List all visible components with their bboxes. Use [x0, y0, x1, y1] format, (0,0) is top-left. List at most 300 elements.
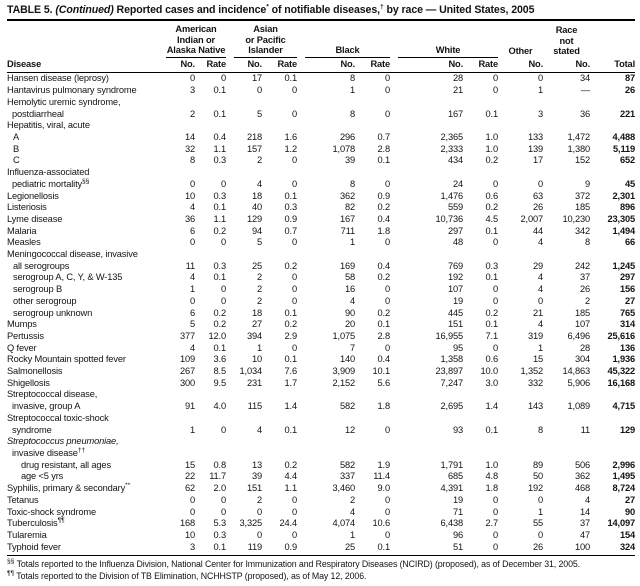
value-cell: 0: [256, 529, 262, 540]
table-row: [7, 343, 635, 355]
value-cell: 9.5: [213, 377, 226, 388]
footnote-text: Totals reported to the Influenza Division, National Center for Immunization and Respiratory Diseases (NCIRD) (proposed), as of December 31, 2005.: [16, 559, 580, 570]
value-cell: 1.0: [485, 459, 499, 470]
value-cell: 0: [291, 494, 298, 505]
section-row: [7, 436, 635, 459]
value-cell: 0.1: [213, 108, 226, 119]
value-cell: 23,305: [607, 213, 636, 224]
value-cell: 8: [349, 178, 356, 189]
value-cell: 119: [226, 542, 262, 556]
column-header-group-label: Race not stated: [553, 25, 580, 57]
empty-cells: [158, 249, 635, 261]
value-cell: 319: [527, 330, 544, 341]
column-header-rate: Rate: [463, 58, 498, 73]
disease-name: [7, 261, 158, 273]
value-cell: 1,089: [567, 401, 591, 412]
value-cell: 1,245: [612, 260, 636, 271]
value-cell: 9.0: [377, 483, 391, 494]
value-cell: 3.0: [485, 377, 499, 388]
value-cell: 10: [251, 354, 262, 365]
value-cell: 32: [184, 143, 195, 154]
value-cell: 1: [537, 342, 544, 353]
value-cell: 2: [256, 284, 262, 295]
table-row: [7, 460, 635, 472]
table-row: [7, 237, 635, 249]
value-cell: 16,955: [435, 330, 464, 341]
value-cell: 0: [492, 178, 499, 189]
column-header-rate: Rate: [195, 58, 226, 73]
value-cell: 4: [256, 424, 262, 435]
value-cell: 0.6: [485, 190, 499, 201]
disease-name: [7, 144, 158, 156]
value-cell: 4: [584, 494, 591, 505]
section-row: [7, 249, 635, 261]
value-cell: 8,724: [612, 483, 636, 494]
value-cell: 2.9: [284, 330, 298, 341]
disease-name: [7, 518, 158, 530]
table-row: [7, 73, 635, 85]
value-cell: 1.8: [377, 225, 391, 236]
table-row: [7, 308, 635, 320]
table-row: [7, 97, 635, 120]
value-cell: 40: [251, 202, 262, 213]
value-cell: 0: [291, 295, 298, 306]
value-cell: 47: [579, 529, 591, 540]
value-cell: 1.4: [284, 401, 298, 412]
value-cell: 0.2: [377, 272, 391, 283]
value-cell: 0.1: [195, 542, 226, 556]
value-cell: 44: [532, 225, 544, 236]
disease-name: [7, 296, 158, 308]
disease-name: [7, 97, 158, 120]
value-cell: 0: [463, 542, 498, 556]
value-cell: 0: [492, 529, 499, 540]
value-cell: 11.7: [209, 471, 226, 482]
value-cell: 8: [349, 108, 356, 119]
value-cell: 27: [624, 295, 636, 306]
value-cell: 0: [291, 272, 298, 283]
disease-name: [7, 366, 158, 378]
value-cell: 17: [532, 155, 544, 166]
disease-name-line: invasive disease††: [12, 446, 86, 458]
value-cell: 151: [447, 319, 464, 330]
value-cell: 0.2: [377, 307, 391, 318]
disease-name-line: Pertussis: [7, 330, 44, 341]
column-header-no: No.: [226, 58, 262, 73]
value-cell: 39: [251, 471, 262, 482]
value-cell: 0.1: [485, 319, 499, 330]
value-cell: 0: [189, 506, 195, 517]
value-cell: 8.5: [213, 366, 226, 377]
value-cell: 22: [184, 471, 195, 482]
value-cell: 1,352: [520, 366, 544, 377]
value-cell: 0: [220, 506, 226, 517]
value-cell: 115: [247, 401, 262, 412]
disease-name-line: Legionellosis: [7, 190, 59, 201]
value-cell: 0: [384, 295, 391, 306]
value-cell: 151: [246, 483, 262, 494]
value-cell: 0.2: [213, 307, 226, 318]
value-cell: 9: [584, 178, 591, 189]
value-cell: 4,488: [612, 132, 636, 142]
value-cell: 1.8: [485, 483, 499, 494]
value-cell: 0: [220, 73, 226, 84]
table-row: [7, 85, 635, 97]
value-cell: 0.4: [213, 132, 226, 142]
value-cell: 4,715: [612, 401, 636, 412]
value-cell: 8: [584, 237, 591, 248]
value-cell: 1.2: [284, 143, 298, 154]
value-cell: 1,495: [612, 471, 636, 482]
column-header-no: No.: [390, 58, 463, 73]
value-cell: 1: [256, 342, 262, 353]
title-continued: (Continued): [55, 4, 114, 16]
table-row: [7, 202, 635, 214]
value-cell: 0: [291, 506, 298, 517]
value-cell: 0: [384, 178, 391, 189]
disease-name: [7, 85, 158, 97]
column-header-no: No.: [498, 58, 543, 73]
value-cell: 89: [532, 459, 544, 470]
footnotes: [7, 559, 635, 582]
disease-name-line: Rocky Mountain spotted fever: [7, 354, 126, 365]
disease-name: [7, 343, 158, 355]
value-cell: 87: [624, 73, 636, 84]
value-cell: 1.7: [284, 377, 298, 388]
value-cell: 1: [537, 506, 544, 517]
value-cell: 1.8: [377, 401, 391, 412]
table-row: [7, 226, 635, 238]
value-cell: 342: [574, 225, 591, 236]
value-cell: 15: [532, 354, 544, 365]
disease-name-line: other serogroup: [13, 295, 77, 306]
title-text-3: by race — United States, 2005: [383, 4, 535, 16]
disease-name: [7, 530, 158, 542]
value-cell: 506: [574, 459, 591, 470]
value-cell: 0.2: [284, 319, 298, 330]
value-cell: 0.7: [377, 132, 391, 142]
disease-name-line: C: [13, 155, 20, 166]
value-cell: 0: [256, 85, 262, 96]
value-cell: 0: [291, 178, 298, 189]
value-cell: 14,863: [562, 366, 591, 377]
value-cell: 0: [384, 73, 391, 84]
value-cell: 90: [624, 506, 636, 517]
value-cell: 2: [256, 494, 262, 505]
disease-name-line: B: [13, 143, 20, 154]
value-cell: 0: [291, 342, 298, 353]
section-row: [7, 120, 635, 132]
value-cell: 221: [619, 108, 636, 119]
value-cell: 66: [624, 237, 636, 248]
value-cell: 0.1: [213, 85, 226, 96]
value-cell: 12: [344, 424, 356, 435]
value-cell: 21: [532, 307, 544, 318]
value-cell: 0.1: [377, 155, 391, 166]
value-cell: 0: [189, 178, 195, 189]
disease-name: [7, 284, 158, 296]
value-cell: 0: [256, 506, 262, 517]
value-cell: 1: [349, 529, 356, 540]
value-cell: 0.1: [485, 272, 499, 283]
value-cell: 0.7: [284, 225, 298, 236]
value-cell: 51: [390, 542, 463, 556]
value-cell: 0: [291, 284, 298, 295]
value-cell: 7.6: [284, 366, 298, 377]
value-cell: 0.1: [213, 272, 226, 283]
disease-name-line: serogroup A, C, Y, & W-135: [13, 272, 123, 283]
value-cell: 0.2: [485, 155, 499, 166]
disease-name: [7, 226, 158, 238]
value-cell: 39: [344, 155, 356, 166]
column-header-total: Total: [590, 24, 635, 73]
table-body: [7, 73, 635, 556]
disease-name-line: invasive, group A: [12, 401, 81, 412]
header-group-row: [7, 24, 635, 58]
disease-name-line: Q fever: [7, 342, 37, 353]
value-cell: 0.1: [284, 354, 298, 365]
value-cell: 1,494: [612, 225, 636, 236]
value-cell: 362: [339, 190, 356, 201]
disease-name: [7, 73, 158, 85]
table-row: [7, 495, 635, 507]
value-cell: 28: [579, 342, 591, 353]
table-row: [7, 483, 635, 495]
column-header-no: No.: [158, 58, 195, 73]
value-cell: —: [580, 85, 591, 96]
value-cell: 20: [344, 319, 356, 330]
value-cell: 26: [579, 284, 591, 295]
value-cell: 4: [537, 319, 544, 330]
value-cell: 4,391: [440, 483, 464, 494]
value-cell: 10.6: [372, 518, 391, 529]
value-cell: 0.4: [377, 354, 391, 365]
value-cell: 6,438: [440, 518, 464, 529]
value-cell: 15: [184, 459, 195, 470]
footnote-tb: [7, 571, 635, 583]
value-cell: 26: [532, 202, 544, 213]
value-cell: 300: [179, 377, 195, 388]
table-row: [7, 530, 635, 542]
value-cell: 4.4: [284, 471, 298, 482]
disease-name-line: Salmonellosis: [7, 366, 63, 377]
value-cell: 94: [251, 225, 262, 236]
value-cell: 2,333: [440, 143, 464, 154]
disease-name: [7, 483, 158, 495]
disease-name-line: Lyme disease: [7, 213, 63, 224]
value-cell: 6: [189, 225, 195, 236]
value-cell: 0: [384, 342, 391, 353]
value-cell: 2: [256, 155, 262, 166]
column-header-group: [158, 24, 226, 58]
disease-name: [7, 132, 158, 144]
value-cell: 1: [349, 237, 356, 248]
value-cell: 0: [220, 284, 226, 295]
value-cell: 3: [158, 542, 195, 556]
column-header-no: No.: [543, 58, 590, 73]
disease-name: [7, 319, 158, 331]
value-cell: 19: [452, 494, 464, 505]
value-cell: 10: [184, 190, 195, 201]
value-cell: 0.2: [485, 307, 499, 318]
value-cell: 25,616: [607, 330, 636, 341]
value-cell: 0: [492, 295, 499, 306]
value-cell: 372: [574, 190, 591, 201]
value-cell: 14,097: [607, 518, 636, 529]
value-cell: 2,301: [612, 190, 636, 201]
value-cell: 582: [339, 401, 356, 412]
table-header: [7, 24, 635, 73]
value-cell: 0: [291, 155, 298, 166]
value-cell: 2,695: [440, 401, 464, 412]
table-row: [7, 331, 635, 343]
disease-name-line: Streptococcus pneumoniae,: [7, 436, 119, 447]
value-cell: 4: [189, 272, 195, 283]
value-cell: 140: [339, 354, 356, 365]
disease-name: [7, 202, 158, 214]
value-cell: 4.8: [485, 471, 499, 482]
value-cell: 2,365: [440, 132, 464, 142]
title-text-2: of notifiable diseases,: [268, 4, 380, 16]
disease-name: [7, 249, 158, 261]
value-cell: 231: [246, 377, 262, 388]
disease-name-line: A: [13, 132, 20, 142]
value-cell: 337: [339, 471, 356, 482]
value-cell: 17: [251, 73, 262, 84]
value-cell: 2,996: [612, 459, 636, 470]
value-cell: 5,906: [567, 377, 591, 388]
value-cell: 2: [256, 272, 262, 283]
value-cell: 297: [447, 225, 464, 236]
value-cell: 167: [339, 213, 356, 224]
disease-name-line: Streptococcal toxic-shock: [7, 412, 109, 423]
disease-name: [7, 272, 158, 284]
value-cell: 0: [189, 237, 195, 248]
column-header-no: No.: [297, 58, 355, 73]
value-cell: 4: [256, 178, 262, 189]
value-cell: 0.3: [213, 529, 226, 540]
value-cell: 0: [291, 529, 298, 540]
value-cell: 445: [447, 307, 464, 318]
disease-name-line: Streptococcal disease,: [7, 389, 98, 400]
value-cell: 434: [447, 155, 464, 166]
value-cell: 0: [384, 108, 391, 119]
value-cell: 71: [452, 506, 464, 517]
value-cell: 394: [246, 330, 262, 341]
value-cell: 0.3: [213, 155, 226, 166]
disease-name: [7, 191, 158, 203]
value-cell: 29: [532, 260, 544, 271]
table-row: [7, 319, 635, 331]
table-row: [7, 272, 635, 284]
table-row: [7, 413, 635, 436]
table-row: [7, 132, 635, 144]
value-cell: 2.0: [213, 483, 226, 494]
disease-name: [7, 354, 158, 366]
disease-name-line: Hantavirus pulmonary syndrome: [7, 85, 137, 96]
disease-name: [7, 214, 158, 226]
value-cell: 0: [291, 237, 298, 248]
value-cell: 11.4: [373, 471, 391, 482]
value-cell: 0.9: [262, 542, 297, 556]
title-footnote-marker-asterisk: *: [266, 3, 269, 11]
value-cell: 582: [339, 459, 356, 470]
value-cell: 143: [527, 401, 544, 412]
value-cell: 1,034: [239, 366, 262, 377]
value-cell: 10,230: [562, 213, 591, 224]
value-cell: 3: [189, 85, 195, 96]
value-cell: 168: [179, 518, 195, 529]
disease-name: [7, 167, 158, 190]
value-cell: 6: [189, 307, 195, 318]
table-row: [7, 214, 635, 226]
value-cell: 5: [256, 237, 262, 248]
value-cell: 8: [349, 73, 356, 84]
value-cell: 0.1: [284, 190, 298, 201]
value-cell: 21: [452, 85, 464, 96]
value-cell: 26: [624, 85, 636, 96]
disease-name: [7, 507, 158, 519]
value-cell: 107: [447, 284, 464, 295]
value-cell: 0.1: [284, 307, 298, 318]
value-cell: 37: [579, 518, 591, 529]
value-cell: 4.5: [485, 213, 499, 224]
disease-name: [7, 155, 158, 167]
value-cell: 37: [579, 272, 591, 283]
value-cell: 1,075: [332, 330, 356, 341]
disease-name-line: Typhoid fever: [7, 541, 61, 552]
column-header-group: [226, 24, 297, 58]
value-cell: 25: [297, 542, 355, 556]
value-cell: 93: [452, 424, 464, 435]
value-cell: 0: [384, 506, 391, 517]
disease-name-line: postdiarrheal: [12, 108, 64, 119]
table-row: [7, 191, 635, 203]
disease-name: [7, 120, 158, 132]
disease-name-line: Hansen disease (leprosy): [7, 73, 109, 84]
value-cell: 559: [447, 202, 464, 213]
value-cell: 19: [452, 295, 464, 306]
value-cell: 192: [527, 483, 544, 494]
value-cell: 1,476: [440, 190, 464, 201]
column-header-group-label: Black: [305, 45, 390, 58]
table-row: [7, 261, 635, 273]
value-cell: 5,119: [613, 143, 636, 154]
value-cell: 2,007: [520, 213, 544, 224]
disease-name: [7, 378, 158, 390]
value-cell: 16,168: [607, 377, 636, 388]
value-cell: 10,736: [435, 213, 464, 224]
value-cell: 152: [574, 155, 591, 166]
value-cell: 0: [537, 73, 544, 84]
disease-name-line: age <5 yrs: [21, 471, 64, 482]
value-cell: 91: [184, 401, 195, 412]
table-row: [7, 542, 635, 556]
column-header-group: [498, 24, 543, 58]
value-cell: 0.2: [284, 260, 298, 271]
disease-name-line: serogroup B: [13, 284, 62, 295]
value-cell: 362: [574, 471, 591, 482]
value-cell: 0.9: [377, 190, 391, 201]
footnote-marker: §§: [7, 558, 15, 566]
column-header-group: [297, 24, 390, 58]
value-cell: 296: [339, 132, 356, 142]
notifiable-diseases-table: [7, 24, 635, 556]
value-cell: 13: [251, 459, 262, 470]
value-cell: 2: [189, 108, 195, 119]
value-cell: 4: [349, 506, 356, 517]
value-cell: 765: [619, 307, 636, 318]
